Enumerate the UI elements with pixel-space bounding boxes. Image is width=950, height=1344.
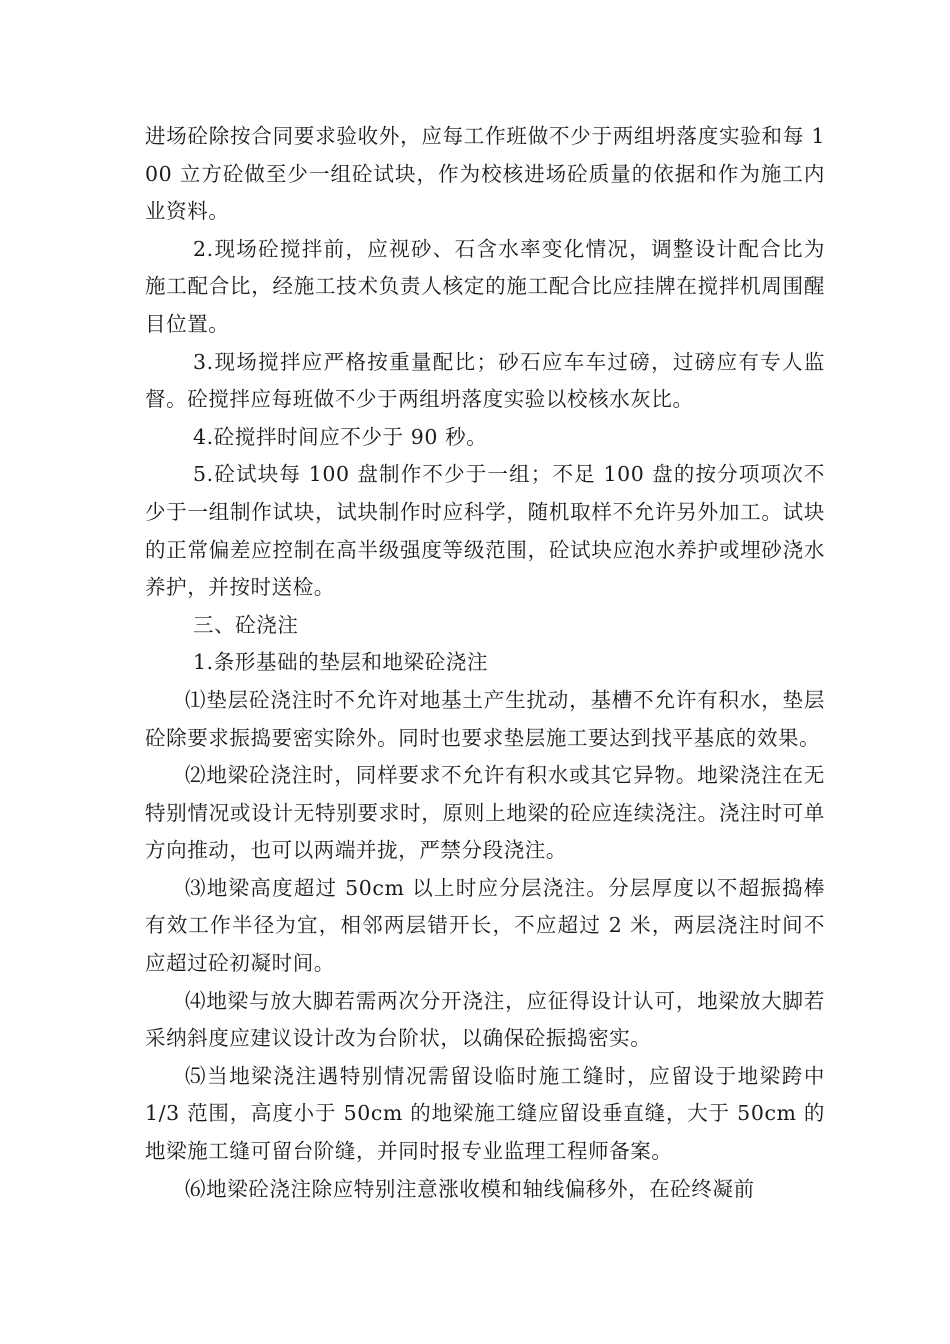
- paragraph-item-4: 4.砼搅拌时间应不少于 90 秒。: [193, 424, 488, 449]
- subsection-heading: 1.条形基础的垫层和地梁砼浇注: [193, 650, 489, 675]
- section-heading: 三、砼浇注: [193, 612, 299, 637]
- paragraph-acceptance: 进场砼除按合同要求验收外，应每工作班做不少于两组坍落度实验和每 100 立方砼做至少一组砼试块，作为校核进场砼质量的依据和作为施工内业资料。: [145, 124, 825, 224]
- paragraph-sub-1: ⑴垫层砼浇注时不允许对地基土产生扰动，基槽不允许有积水，垫层砼除要求振捣要密实除外。同时也要求垫层施工要达到找平基底的效果。: [145, 687, 825, 750]
- paragraph-item-3: 3.现场搅拌应严格按重量配比；砂石应车车过磅，过磅应有专人监督。砼搅拌应每班做不少于两组坍落度实验以校核水灰比。: [145, 349, 825, 412]
- paragraph-item-5: 5.砼试块每 100 盘制作不少于一组；不足 100 盘的按分项项次不少于一组制作试块，试块制作时应科学，随机取样不允许另外加工。试块的正常偏差应控制在高半级强度等级范围，砼试块应泡水养护或埋砂浇水养护，并按时送检。: [145, 462, 825, 600]
- paragraph-sub-2: ⑵地梁砼浇注时，同样要求不允许有积水或其它异物。地梁浇注在无特别情况或设计无特别要求时，原则上地梁的砼应连续浇注。浇注时可单方向推动，也可以两端并拢，严禁分段浇注。: [145, 763, 825, 863]
- paragraph-sub-5: ⑸当地梁浇注遇特别情况需留设临时施工缝时，应留设于地梁跨中 1/3 范围，高度小于 50cm 的地梁施工缝应留设垂直缝，大于 50cm 的地梁施工缝可留台阶缝，并同时报专业监理工程师备案。: [145, 1063, 825, 1164]
- document-body: [145, 118, 825, 1208]
- paragraph-item-2: 2.现场砼搅拌前，应视砂、石含水率变化情况，调整设计配合比为施工配合比，经施工技术负责人核定的施工配合比应挂牌在搅拌机周围醒目位置。: [145, 236, 825, 336]
- paragraph-sub-6: ⑹地梁砼浇注除应特别注意涨收模和轴线偏移外，在砼终凝前: [185, 1176, 755, 1201]
- paragraph-sub-3: ⑶地梁高度超过 50cm 以上时应分层浇注。分层厚度以不超振捣棒有效工作半径为宜，相邻两层错开长，不应超过 2 米，两层浇注时间不应超过砼初凝时间。: [145, 875, 825, 976]
- paragraph-sub-4: ⑷地梁与放大脚若需两次分开浇注，应征得设计认可，地梁放大脚若采纳斜度应建议设计改为台阶状，以确保砼振捣密实。: [145, 988, 825, 1051]
